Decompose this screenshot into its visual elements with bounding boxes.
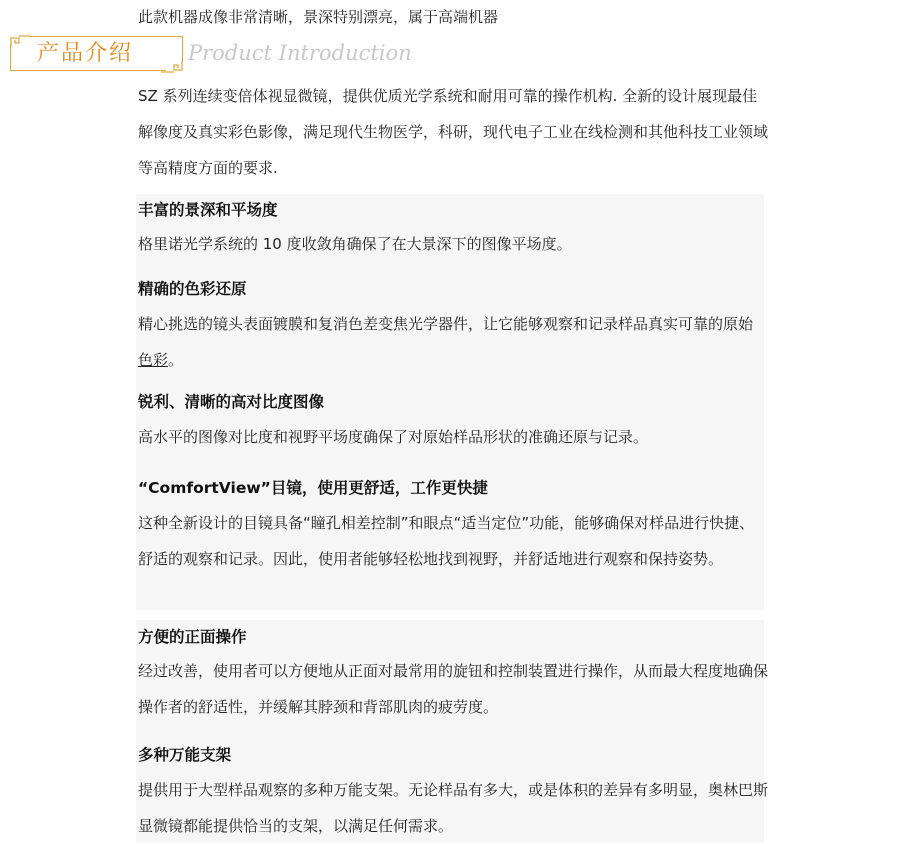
frame-top-line — [30, 36, 182, 37]
overview-paragraph: SZ 系列连续变倍体视显微镜，提供优质光学系统和耐用可靠的操作机构. 全新的设计展现最佳解像度及真实彩色影像，满足现代生物医学，科研，现代电子工业在线检测和其他科技工业领域等高精度方面的要求. — [138, 87, 769, 177]
feature-desc-comfortview: 这种全新设计的目镜具备“瞳孔相差控制”和眼点“适当定位”功能，能够确保对样品进行快捷、舒适的观察和记录。因此，使用者能够轻松地找到视野，并舒适地进行观察和保持姿势。 — [138, 514, 755, 568]
corner-ornament-top-left-icon — [10, 34, 32, 48]
frame-bottom-line — [10, 70, 166, 71]
feature-title-front-operation: 方便的正面操作 — [138, 628, 247, 646]
section-title: 产品介绍 — [37, 41, 134, 66]
feature-title-depth: 丰富的景深和平场度 — [138, 201, 278, 219]
feature-title-comfortview: “ComfortView”目镜，使用更舒适，工作更快捷 — [138, 479, 488, 497]
feature-desc-contrast: 高水平的图像对比度和视野平场度确保了对原始样品形状的准确还原与记录。 — [138, 428, 649, 446]
feature-desc-depth: 格里诺光学系统的 10 度收敛角确保了在大景深下的图像平场度。 — [138, 235, 572, 253]
feature-title-stands: 多种万能支架 — [138, 746, 232, 764]
frame-left-line — [10, 44, 11, 71]
feature-desc-stands: 提供用于大型样品观察的多种万能支架。无论样品有多大，或是体积的差异有多明显，奥林巴斯显微镜都能提供恰当的支架，以满足任何需求。 — [138, 781, 769, 835]
feature-desc-color-end: 。 — [168, 351, 184, 369]
feature-desc-color — [138, 306, 768, 378]
section-subtitle: Product Introduction — [188, 41, 412, 65]
feature-title-contrast: 锐利、清晰的高对比度图像 — [138, 393, 325, 411]
feature-desc-color-underlined: 色彩 — [138, 351, 169, 369]
feature-desc-front-operation: 经过改善，使用者可以方便地从正面对最常用的旋钮和控制装置进行操作，从而最大程度地确保操作者的舒适性，并缓解其脖颈和背部肌肉的疲劳度。 — [138, 662, 769, 716]
corner-ornament-bottom-right-icon — [160, 60, 184, 74]
section-header — [10, 34, 440, 74]
frame-right-line — [182, 36, 183, 62]
feature-desc-color-main: 精心挑选的镜头表面镀膜和复消色差变焦光学器件，让它能够观察和记录样品真实可靠的原始 — [138, 315, 754, 333]
feature-title-color: 精确的色彩还原 — [138, 280, 247, 298]
intro-line: 此款机器成像非常清晰，景深特别漂亮，属于高端机器 — [138, 8, 499, 26]
